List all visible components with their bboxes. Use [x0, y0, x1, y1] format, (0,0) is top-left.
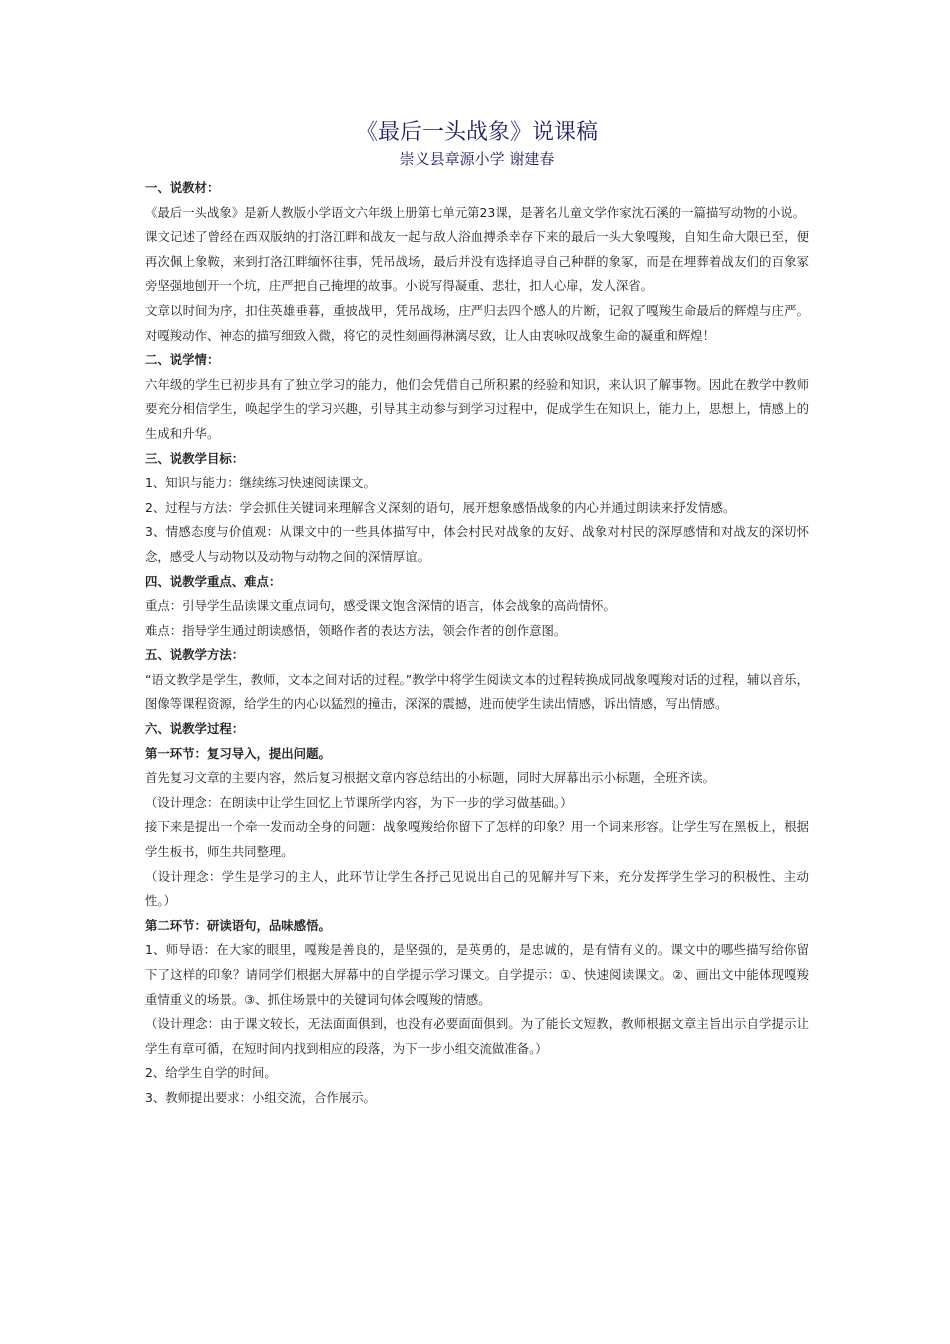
paragraph: 2、给学生自学的时间。 — [145, 1065, 277, 1081]
paragraph: 接下来是提出一个牵一发而动全身的问题：战象嘎羧给你留下了怎样的印象？用一个词来形容。让学生写在黑板上，根据学生板书，师生共同整理。 — [145, 819, 809, 860]
paragraph: 课文记述了曾经在西双版纳的打洛江畔和战友一起与敌人浴血搏杀幸存下来的最后一头大象嘎羧，自知生命大限已至，便再次佩上象鞍，来到打洛江畔缅怀往事，凭吊战场，最后并没有选择追寻自己种群的象冢，而是在埋葬着战友们的百象冢旁坚强地刨开一个坑，庄严把自己掩埋的故事。小说写得凝重、悲壮，扣人心扉，发人深省。 — [145, 229, 809, 294]
paragraph: 首先复习文章的主要内容，然后复习根据文章内容总结出的小标题，同时大屏幕出示小标题，全班齐读。 — [145, 770, 715, 786]
paragraph: 重点：引导学生品读课文重点词句，感受课文饱含深情的语言，体会战象的高尚情怀。 — [145, 598, 616, 614]
paragraph: 难点：指导学生通过朗读感悟，领略作者的表达方法，领会作者的创作意图。 — [145, 622, 567, 638]
paragraph: 3、情感态度与价值观：从课文中的一些具体描写中，体会村民对战象的友好、战象对村民的深厚感情和对战友的深切怀念，感受人与动物以及动物与动物之间的深情厚谊。 — [145, 524, 809, 564]
section-heading: 五、说教学方法： — [145, 647, 245, 663]
paragraph: “语文教学是学生，教师，文本之间对话的过程。”教学中将学生阅读文本的过程转换成同战象嘎羧对话的过程，辅以音乐，图像等课程资源，给学生的内心以猛烈的撞击，深深的震撼，进而使学生读出情感，诉出情感，写出情感。 — [145, 671, 809, 712]
section-heading: 第一环节：复习导入，提出问题。 — [145, 745, 331, 761]
section-heading: 一、说教材： — [145, 180, 220, 195]
section-heading: 四、说教学重点、难点： — [145, 573, 282, 589]
paragraph: 1、师导语：在大家的眼里，嘎羧是善良的，是坚强的，是英勇的，是忠诚的，是有情有义的。课文中的哪些描写给你留下了这样的印象？请同学们根据大屏幕中的自学提示学习课文。自学提示：①、快速阅读课文。②、画出文中能体现嘎羧重情重义的场景。③、抓住场景中的关键词句体会嘎羧的情感。 — [145, 942, 809, 1007]
section-heading: 六、说教学过程： — [145, 721, 245, 737]
paragraph: 六年级的学生已初步具有了独立学习的能力，他们会凭借自己所积累的经验和知识，来认识了解事物。因此在教学中教师要充分相信学生，唤起学生的学习兴趣，引导其主动参与到学习过程中，促成学生在知识上，能力上，思想上，情感上的生成和升华。 — [145, 376, 809, 441]
section-heading: 二、说学情： — [145, 352, 220, 368]
paragraph: 文章以时间为序，扣住英雄垂暮，重披战甲，凭吊战场，庄严归去四个感人的片断，记叙了嘎羧生命最后的辉煌与庄严。对嘎羧动作、神态的描写细致入微，将它的灵性刻画得淋漓尽致，让人由衷咏叹战象生命的凝重和辉煌！ — [145, 302, 809, 343]
document-page — [145, 118, 809, 1111]
paragraph: （设计理念：学生是学习的主人，此环节让学生各抒己见说出自己的见解并写下来，充分发挥学生学习的积极性、主动性。） — [145, 868, 809, 909]
paragraph: （设计理念：由于课文较长，无法面面俱到，也没有必要面面俱到。为了能长文短教，教师根据文章主旨出示自学提示让学生有章可循，在短时间内找到相应的段落，为下一步小组交流做准备。） — [145, 1016, 809, 1056]
paragraph: 《最后一头战象》是新人教版小学语文六年级上册第七单元第23课，是著名儿童文学作家沈石溪的一篇描写动物的小说。 — [145, 204, 806, 220]
paragraph: （设计理念：在朗读中让学生回忆上节课所学内容，为下一步的学习做基础。） — [145, 794, 573, 810]
section-heading: 第二环节：研读语句，品味感悟。 — [145, 917, 331, 933]
document-body — [145, 176, 809, 1111]
section-heading: 三、说教学目标： — [145, 450, 245, 466]
document-title: 《最后一头战象》说课稿 — [355, 120, 598, 145]
author-line: 崇义县章源小学 谢建春 — [399, 150, 555, 168]
paragraph: 3、教师提出要求：小组交流，合作展示。 — [145, 1089, 376, 1105]
paragraph: 1、知识与能力：继续练习快速阅读课文。 — [145, 475, 376, 491]
paragraph: 2、过程与方法：学会抓住关键词来理解含义深刻的语句，展开想象感悟战象的内心并通过朗读来抒发情感。 — [145, 499, 736, 515]
